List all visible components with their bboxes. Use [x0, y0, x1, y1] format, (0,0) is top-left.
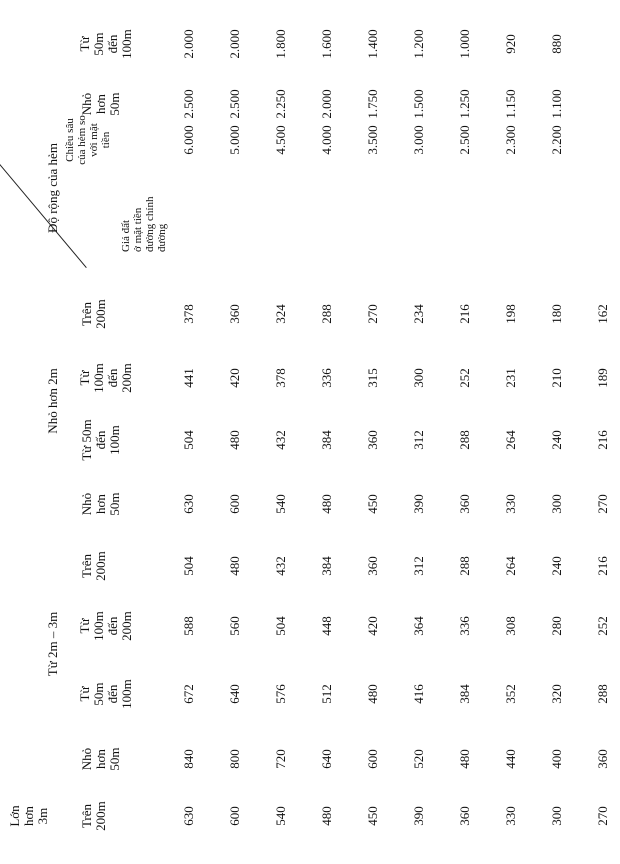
- group-header-text: Lớn hơn 3m: [7, 805, 50, 827]
- table-cell: 480: [457, 749, 472, 769]
- table-cell: 352: [503, 684, 518, 704]
- subheader-line: Từ: [77, 618, 92, 634]
- subheader-line: hơn: [93, 749, 108, 769]
- table-cell: 880: [549, 34, 564, 54]
- group-header-under-2m: [46, 368, 60, 433]
- table-cell: 288: [319, 304, 334, 324]
- table-cell: 1.250: [457, 89, 472, 119]
- table-cell: 440: [503, 749, 518, 769]
- subheader-line: 200m: [93, 299, 108, 329]
- table-cell: 240: [549, 430, 564, 450]
- table-cell: 432: [273, 430, 288, 450]
- subheader-col-8: [78, 363, 134, 393]
- table-cell: 360: [595, 749, 610, 769]
- table-cell: 3.000: [411, 125, 426, 155]
- subheader-col-11: [80, 92, 122, 115]
- table-cell: 640: [319, 749, 334, 769]
- table-cell: 234: [411, 304, 426, 324]
- corner-line: Chiều sâu: [64, 118, 76, 162]
- table-cell: 360: [457, 494, 472, 514]
- table-cell: 240: [549, 556, 564, 576]
- table-cell: 1.150: [503, 89, 518, 119]
- table-cell: 1.750: [365, 89, 380, 119]
- table-cell: 378: [181, 304, 196, 324]
- table-cell: 264: [503, 430, 518, 450]
- subheader-line: Trên: [79, 803, 94, 829]
- table-cell: 2.000: [319, 89, 334, 119]
- table-cell: 5.000: [227, 125, 242, 155]
- table-cell: 1.600: [319, 29, 334, 59]
- table-cell: 441: [181, 368, 196, 388]
- table-cell: 450: [365, 494, 380, 514]
- table-cell: 512: [319, 684, 334, 704]
- table-cell: 264: [503, 556, 518, 576]
- table-cell: 432: [273, 556, 288, 576]
- table-cell: 600: [365, 749, 380, 769]
- table-cell: 576: [273, 684, 288, 704]
- table-cell: 330: [503, 806, 518, 826]
- table-cell: 1.400: [365, 29, 380, 59]
- subheader-line: 50m: [107, 92, 122, 116]
- table-cell: 480: [365, 684, 380, 704]
- table-cell: 2.000: [227, 29, 242, 59]
- group-header-2-3m: [46, 612, 60, 676]
- table-cell: 630: [181, 494, 196, 514]
- subheader-line: Từ: [77, 36, 92, 52]
- subheader-line: Nhỏ: [79, 492, 94, 516]
- subheader-line: 200m: [119, 611, 134, 641]
- subheader-line: 100m: [107, 425, 122, 455]
- corner-line: đường: [156, 223, 168, 252]
- table-cell: 4.500: [273, 125, 288, 155]
- table-cell: 504: [273, 616, 288, 636]
- table-cell: 288: [595, 684, 610, 704]
- subheader-line: hơn: [93, 94, 108, 114]
- group-header-alley-width: [46, 143, 60, 233]
- subheader-line: đến: [105, 368, 120, 388]
- table-cell: 480: [227, 556, 242, 576]
- table-cell: 180: [549, 304, 564, 324]
- corner-line: với mặt: [88, 123, 100, 157]
- table-cell: 360: [365, 430, 380, 450]
- table-cell: 720: [273, 749, 288, 769]
- table-cell: 162: [595, 304, 610, 324]
- table-cell: 198: [503, 304, 518, 324]
- subheader-line: đến: [105, 616, 120, 636]
- table-cell: 450: [365, 806, 380, 826]
- subheader-line: Từ: [77, 686, 92, 702]
- table-cell: 420: [365, 616, 380, 636]
- table-cell: 360: [227, 304, 242, 324]
- table-cell: 630: [181, 806, 196, 826]
- table-cell: 210: [549, 368, 564, 388]
- subheader-line: 50m: [91, 32, 106, 56]
- subheader-line: Nhỏ: [79, 92, 94, 116]
- subheader-line: 200m: [93, 801, 108, 831]
- table-cell: 216: [595, 430, 610, 450]
- corner-line: của hẻm so: [76, 115, 88, 165]
- table-cell: 2.250: [273, 89, 288, 119]
- table-cell: 540: [273, 494, 288, 514]
- table-cell: 6.000: [181, 125, 196, 155]
- table-cell: 252: [457, 368, 472, 388]
- table-cell: 231: [503, 368, 518, 388]
- table-cell: 400: [549, 749, 564, 769]
- corner-header-bottom: [120, 197, 168, 252]
- table-cell: 920: [503, 34, 518, 54]
- subheader-line: Trên: [79, 553, 94, 579]
- table-cell: 3.500: [365, 125, 380, 155]
- table-cell: 308: [503, 616, 518, 636]
- group-header-text: Từ 2m – 3m: [45, 611, 60, 677]
- group-header-text: Độ rộng của hẻm: [45, 143, 60, 233]
- table-cell: 1.500: [411, 89, 426, 119]
- subheader-line: đến: [93, 430, 108, 450]
- table-cell: 189: [595, 368, 610, 388]
- subheader-line: 50m: [91, 682, 106, 706]
- table-cell: 420: [227, 368, 242, 388]
- table-cell: 2.000: [181, 29, 196, 59]
- subheader-line: Từ: [77, 370, 92, 386]
- table-cell: 2.300: [503, 125, 518, 155]
- table-cell: 384: [319, 556, 334, 576]
- subheader-line: đến: [105, 34, 120, 54]
- table-cell: 390: [411, 494, 426, 514]
- table-cell: 840: [181, 749, 196, 769]
- table-cell: 1.800: [273, 29, 288, 59]
- subheader-line: 50m: [107, 492, 122, 516]
- table-cell: 520: [411, 749, 426, 769]
- table-cell: 300: [411, 368, 426, 388]
- table-cell: 4.000: [319, 125, 334, 155]
- subheader-col-1: [80, 801, 108, 831]
- table-cell: 384: [319, 430, 334, 450]
- subheader-line: 100m: [91, 363, 106, 393]
- subheader-col-9: [80, 299, 108, 329]
- table-cell: 2.200: [549, 125, 564, 155]
- table-cell: 270: [595, 494, 610, 514]
- table-cell: 252: [595, 616, 610, 636]
- subheader-col-12: [78, 29, 134, 59]
- subheader-line: Trên: [79, 301, 94, 327]
- table-cell: 480: [319, 806, 334, 826]
- table-cell: 2.500: [227, 89, 242, 119]
- table-cell: 480: [319, 494, 334, 514]
- table-cell: 540: [273, 806, 288, 826]
- subheader-line: Nhỏ: [79, 747, 94, 771]
- subheader-line: 100m: [119, 29, 134, 59]
- table-cell: 336: [319, 368, 334, 388]
- table-cell: 390: [411, 806, 426, 826]
- table-cell: 270: [365, 304, 380, 324]
- subheader-line: đến: [105, 684, 120, 704]
- subheader-line: hơn: [93, 494, 108, 514]
- table-cell: 448: [319, 616, 334, 636]
- table-cell: 384: [457, 684, 472, 704]
- table-cell: 300: [549, 494, 564, 514]
- subheader-line: 100m: [119, 679, 134, 709]
- subheader-line: 100m: [91, 611, 106, 641]
- subheader-line: 50m: [107, 747, 122, 771]
- table-cell: 480: [227, 430, 242, 450]
- corner-header-top: [64, 115, 112, 164]
- corner-line: Giá đất: [120, 219, 132, 252]
- table-cell: 216: [457, 304, 472, 324]
- table-cell: 288: [457, 430, 472, 450]
- group-header-text: Nhỏ hơn 2m: [45, 368, 60, 434]
- table-cell: 416: [411, 684, 426, 704]
- table-cell: 560: [227, 616, 242, 636]
- corner-line: ở mặt tiền: [132, 207, 144, 252]
- table-cell: 672: [181, 684, 196, 704]
- subheader-col-7: [80, 419, 122, 460]
- table-cell: 280: [549, 616, 564, 636]
- corner-diagonal-line: [0, 160, 87, 268]
- table-cell: 364: [411, 616, 426, 636]
- table-cell: 1.200: [411, 29, 426, 59]
- subheader-line: Từ 50m: [79, 419, 94, 461]
- table-cell: 312: [411, 556, 426, 576]
- subheader-col-6: [80, 492, 122, 515]
- table-cell: 504: [181, 556, 196, 576]
- table-cell: 324: [273, 304, 288, 324]
- table-cell: 360: [457, 806, 472, 826]
- table-cell: 360: [365, 556, 380, 576]
- table-cell: 640: [227, 684, 242, 704]
- table-cell: 288: [457, 556, 472, 576]
- subheader-line: 200m: [119, 363, 134, 393]
- corner-line: đường chính: [144, 196, 156, 252]
- group-header-wide-alley: [8, 801, 50, 831]
- corner-line: tiền: [100, 131, 112, 149]
- table-cell: 300: [549, 806, 564, 826]
- subheader-col-4: [78, 611, 134, 641]
- table-cell: 336: [457, 616, 472, 636]
- table-cell: 600: [227, 494, 242, 514]
- table-cell: 2.500: [181, 89, 196, 119]
- table-cell: 1.000: [457, 29, 472, 59]
- table-cell: 216: [595, 556, 610, 576]
- table-cell: 2.500: [457, 125, 472, 155]
- subheader-col-2: [80, 747, 122, 770]
- table-cell: 600: [227, 806, 242, 826]
- table-cell: 378: [273, 368, 288, 388]
- table-cell: 330: [503, 494, 518, 514]
- table-cell: 320: [549, 684, 564, 704]
- subheader-col-5: [80, 551, 108, 581]
- table-cell: 588: [181, 616, 196, 636]
- table-cell: 312: [411, 430, 426, 450]
- table-cell: 315: [365, 368, 380, 388]
- subheader-line: 200m: [93, 551, 108, 581]
- table-cell: 504: [181, 430, 196, 450]
- subheader-col-3: [78, 679, 134, 709]
- table-cell: 800: [227, 749, 242, 769]
- table-cell: 1.100: [549, 89, 564, 119]
- table-cell: 270: [595, 806, 610, 826]
